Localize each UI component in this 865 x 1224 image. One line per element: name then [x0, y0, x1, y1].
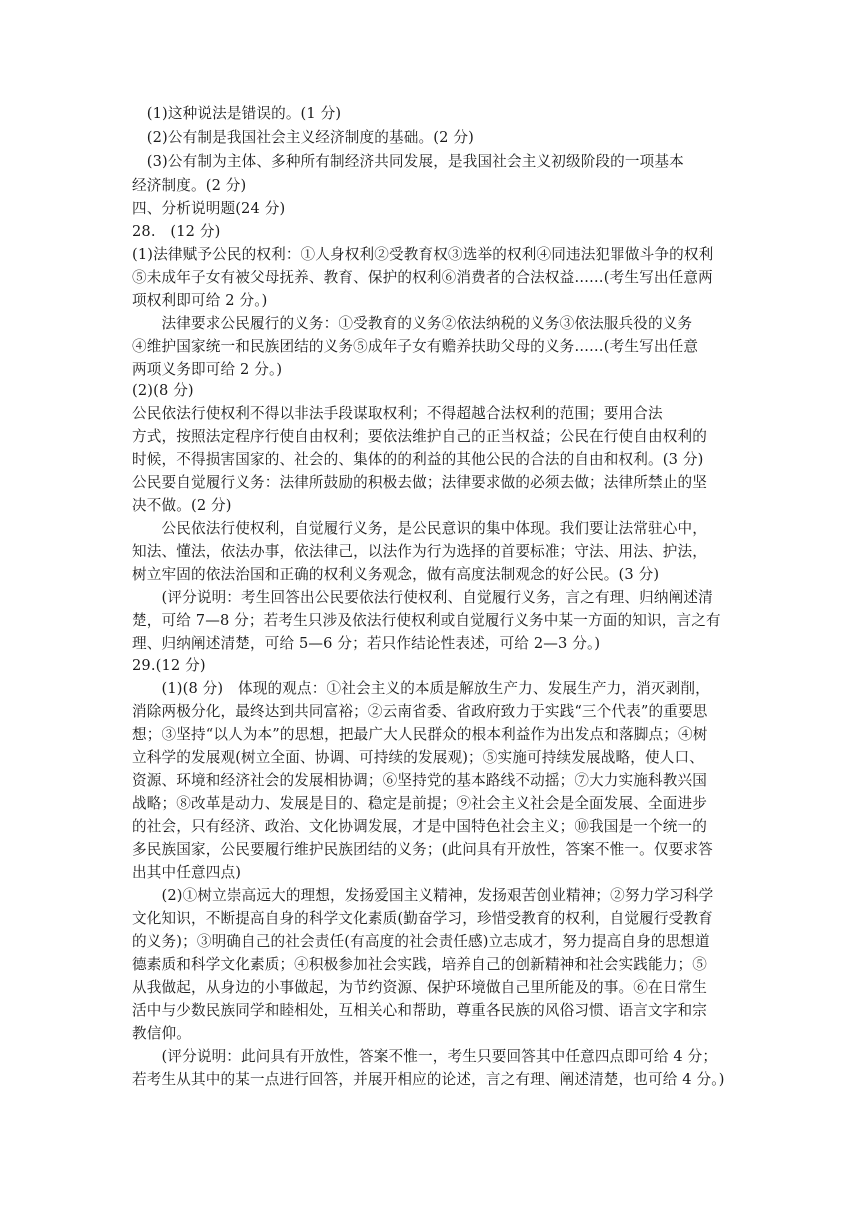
text-line: 出其中任意四点) [132, 864, 242, 881]
text-line: 公民要自觉履行义务：法律所鼓励的积极去做；法律要求做的必须去做；法律所禁止的坚 [132, 474, 708, 491]
text-line: 决不做。(2 分) [132, 497, 232, 514]
text-line: 资源、环境和经济社会的发展相协调；⑥坚持党的基本路线不动摇；⑦大力实施科教兴国 [132, 772, 708, 789]
text-line: 文化知识，不断提高自身的科学文化素质(勤奋学习，珍惜受教育的权利，自觉履行受教育 [132, 910, 713, 927]
text-line: 时候，不得损害国家的、社会的、集体的的利益的其他公民的合法的自由和权利。(3 分) [132, 451, 704, 468]
text-line: (1)这种说法是错误的。(1 分) [132, 105, 342, 122]
text-line: (3)公有制为主体、多种所有制经济共同发展，是我国社会主义初级阶段的一项基本 [132, 153, 684, 170]
scoring-note: (评分说明：此问具有开放性，答案不惟一，考生只要回答其中任意四点即可给 4 分； [132, 1048, 718, 1065]
text-line: 战略；⑧改革是动力、发展是目的、稳定是前提；⑨社会主义社会是全面发展、全面进步 [132, 795, 708, 812]
text-line: (1)(8 分) 体现的观点：①社会主义的本质是解放生产力、发展生产力，消灭剥削， [132, 680, 710, 697]
text-line: (2)①树立崇高远大的理想，发扬爱国主义精神，发扬艰苦创业精神；②努力学习科学 [132, 887, 714, 904]
scoring-note: 若考生从其中的某一点进行回答，并展开相应的论述，言之有理、阐述清楚，也可给 4 分。) [132, 1071, 725, 1088]
scoring-note: 理、归纳阐述清楚，可给 5—6 分；若只作结论性表述，可给 2—3 分。) [132, 635, 601, 652]
question-number: 29.(12 分) [132, 657, 206, 674]
text-line: 教信仰。 [132, 1025, 191, 1042]
scoring-note: (评分说明：考生回答出公民要依法行使权利、自觉履行义务，言之有理、归纳阐述清 [132, 589, 713, 606]
text-line: 法律要求公民履行的义务：①受教育的义务②依法纳税的义务③依法服兵役的义务 [132, 315, 693, 332]
text-line: 公民依法行使权利不得以非法手段谋取权利；不得超越合法权利的范围；要用合法 [132, 405, 663, 422]
text-line: 公民依法行使权利，自觉履行义务，是公民意识的集中体现。我们要让法常驻心中， [132, 520, 708, 537]
text-line: (1)法律赋予公民的权利：①人身权利②受教育权③选举的权利④同违法犯罪做斗争的权利 [132, 246, 714, 263]
text-line: 项权利即可给 2 分。) [132, 292, 268, 309]
scoring-note: 楚，可给 7—8 分；若考生只涉及依法行使权利或自觉履行义务中某一方面的知识，言之有 [132, 612, 721, 629]
text-line: 的义务)；③明确自己的社会责任(有高度的社会责任感)立志成才，努力提高自身的思想道 [132, 933, 710, 950]
text-line: 两项义务即可给 2 分。) [132, 361, 283, 378]
text-line: 的社会，只有经济、政治、文化协调发展，才是中国特色社会主义；⑩我国是一个统一的 [132, 818, 708, 835]
text-line: 方式，按照法定程序行使自由权利；要依法维护自己的正当权益；公民在行使自由权利的 [132, 428, 708, 445]
section-heading: 四、分析说明题(24 分) [132, 200, 286, 217]
text-line: 从我做起，从身边的小事做起，为节约资源、保护环境做自己里所能及的事。⑥在日常生 [132, 979, 708, 996]
text-line: (2)公有制是我国社会主义经济制度的基础。(2 分) [132, 129, 474, 146]
text-line: 经济制度。(2 分) [132, 177, 247, 194]
text-line: 德素质和科学文化素质；④积极参加社会实践，培养自己的创新精神和社会实践能力；⑤ [132, 956, 708, 973]
text-line: 树立牢固的依法治国和正确的权利义务观念，做有高度法制观念的好公民。(3 分) [132, 566, 660, 583]
text-line: 想；③坚持“以人为本”的思想，把最广大人民群众的根本利益作为出发点和落脚点；④树 [132, 726, 708, 743]
text-line: 立科学的发展观(树立全面、协调、可持续的发展观)；⑤实施可持续发展战略，使人口、 [132, 749, 704, 766]
question-number: 28. (12 分) [132, 223, 221, 240]
subquestion-label: (2)(8 分) [132, 382, 194, 399]
text-line: 消除两极分化，最终达到共同富裕；②云南省委、省政府致力于实践“三个代表”的重要思 [132, 703, 708, 720]
text-line: 活中与少数民族同学和睦相处，互相关心和帮助，尊重各民族的风俗习惯、语言文字和宗 [132, 1002, 708, 1019]
text-line: 知法、懂法，依法办事，依法律己，以法作为行为选择的首要标准；守法、用法、护法， [132, 543, 708, 560]
text-line: 多民族国家，公民要履行维护民族团结的义务；(此问具有开放性，答案不惟一。仅要求答 [132, 841, 713, 858]
text-line: ④维护国家统一和民族团结的义务⑤成年子女有赡养扶助父母的义务……(考生写出任意 [132, 338, 699, 355]
text-line: ⑤未成年子女有被父母抚养、教育、保护的权利⑥消费者的合法权益……(考生写出任意两 [132, 269, 713, 286]
